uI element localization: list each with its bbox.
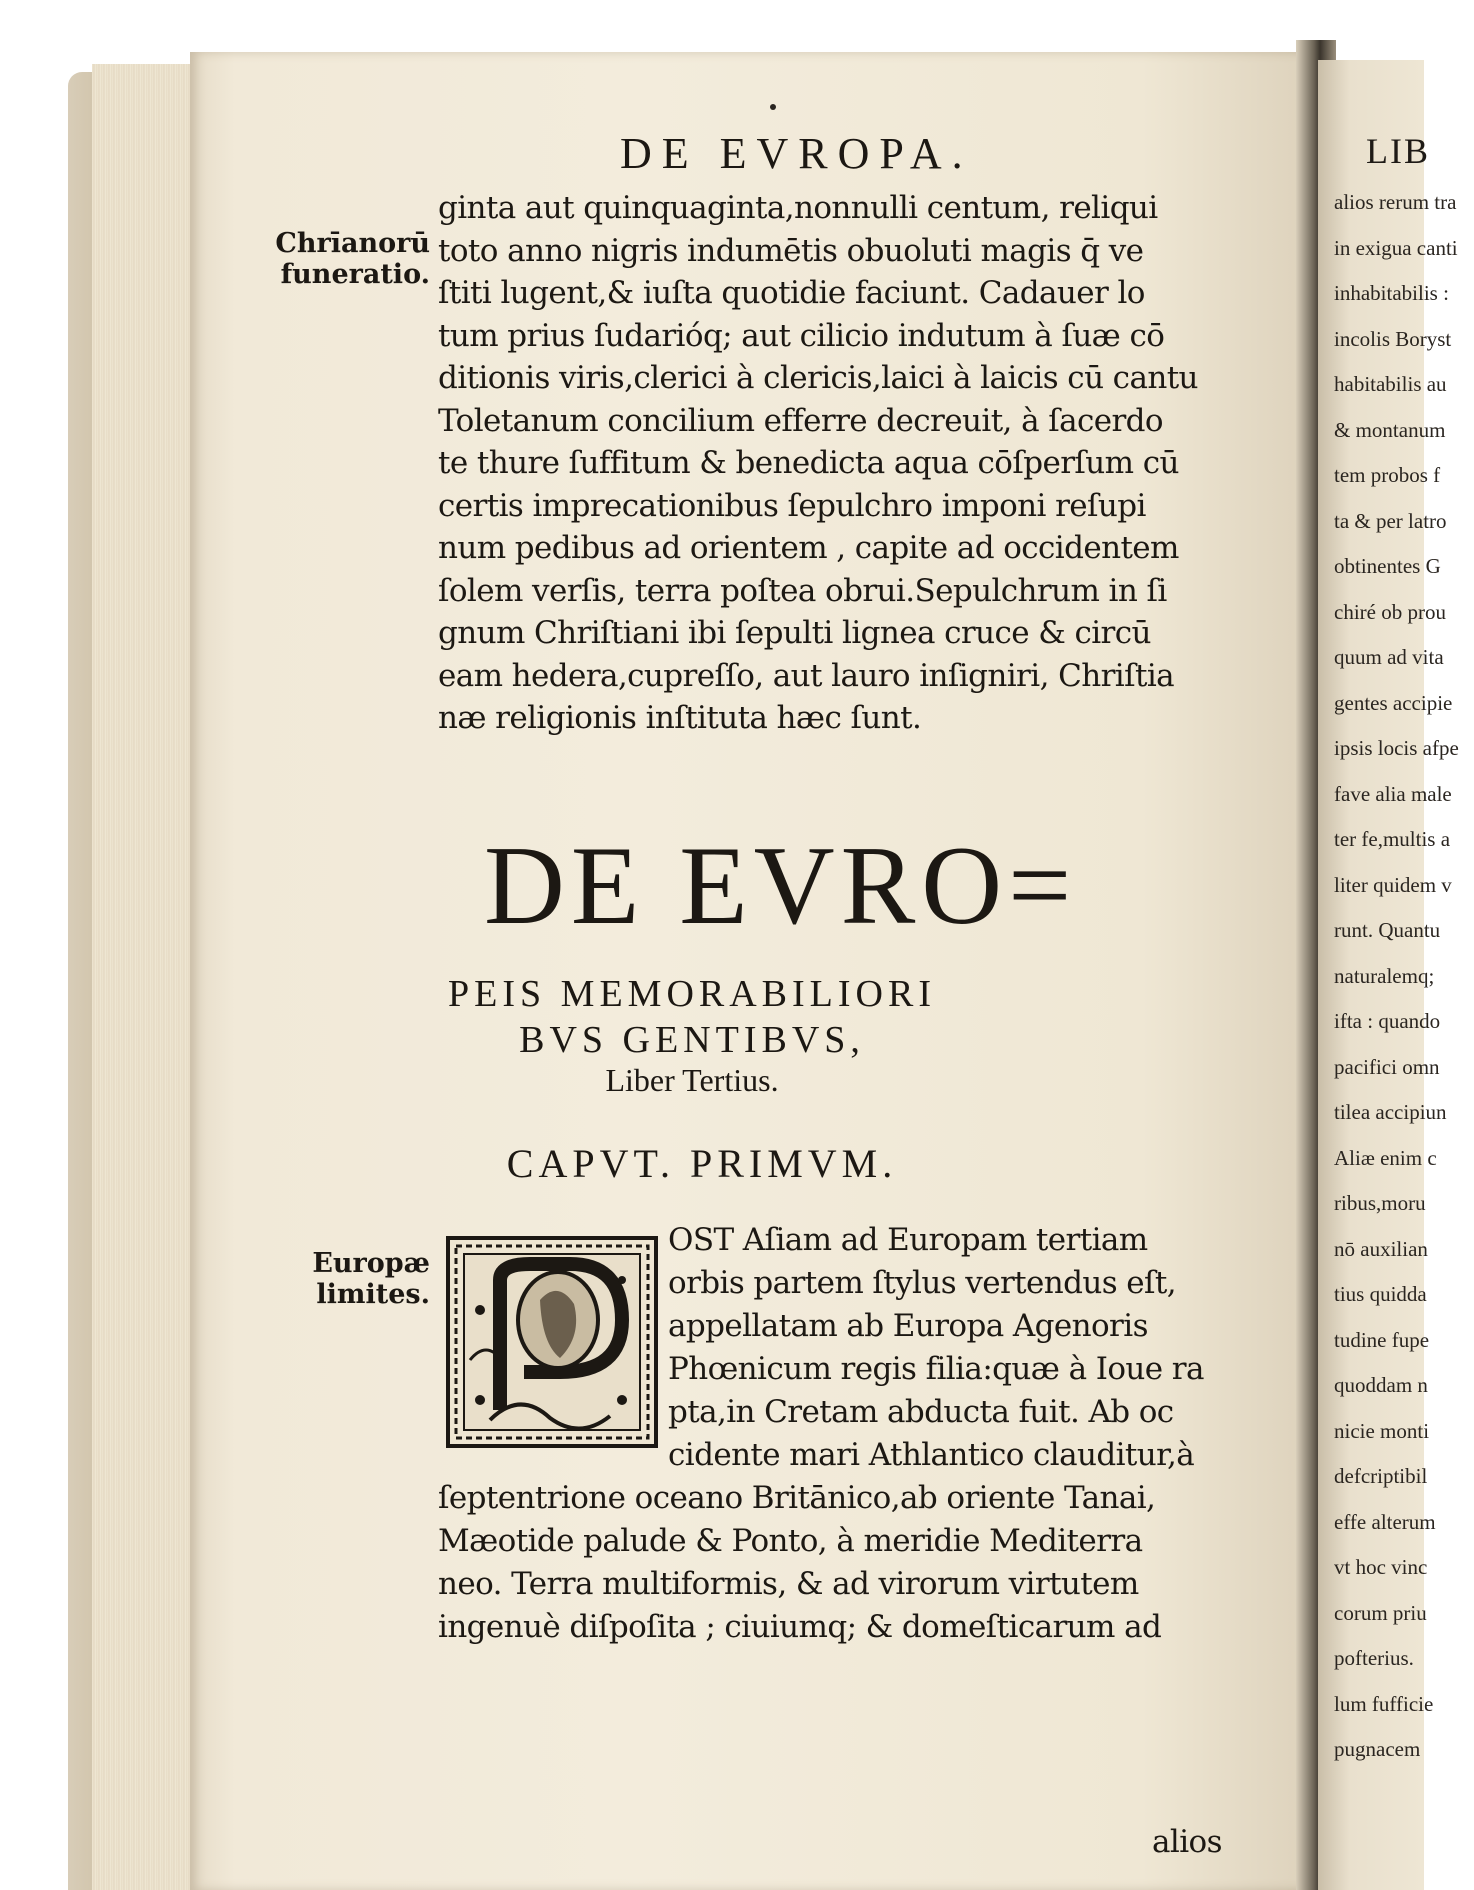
right-page-line: tius quidda (1334, 1282, 1427, 1306)
right-page-line: quoddam n (1334, 1373, 1428, 1397)
book-title-line-3: BVS GENTIBVS, (519, 1019, 865, 1061)
right-page-line: ribus,moru (1334, 1191, 1426, 1215)
running-head: DE EVROPA. (620, 129, 973, 178)
text-line: neo. Terra multiformis, & ad virorum virtutem (438, 1566, 1139, 1602)
right-page-line: lum fufficie (1334, 1691, 1434, 1716)
right-page-line: tilea accipiun (1334, 1100, 1447, 1124)
right-page-line: vt hoc vinc (1334, 1555, 1428, 1579)
right-page-line: ta & per latro (1334, 508, 1447, 533)
right-page-line: in exigua canti (1334, 235, 1458, 260)
text-line: toto anno nigris indumētis obuoluti magis q̄ ve (438, 232, 1144, 269)
text-line: appellatam ab Europa Agenoris (668, 1308, 1148, 1344)
right-page-line: liter quidem v (1334, 872, 1452, 897)
right-page-line: pugnacem (1334, 1737, 1421, 1761)
right-page-line: inhabitabilis : (1334, 281, 1449, 305)
margin-note-limits (270, 1248, 430, 1310)
right-page-line: tem probos f (1334, 463, 1441, 487)
right-page-line: defcriptibil (1334, 1464, 1428, 1488)
book-title-large: DE EVRO= (484, 824, 1078, 948)
margin-note-line: Chrīanorū (275, 228, 430, 259)
right-page-line: corum priu (1334, 1600, 1427, 1625)
text-line: ditionis viris,clerici à clericis,laici à laicis cū cantu (438, 360, 1198, 396)
right-page-line: nō auxilian (1334, 1236, 1428, 1261)
right-page-line: alios rerum tra (1334, 190, 1457, 214)
text-line: Phœnicum regis filia:quæ à Ioue ra (668, 1351, 1204, 1387)
right-page-line: quum ad vita (1334, 645, 1444, 669)
text-line: OST Aſiam ad Europam tertiam (668, 1222, 1148, 1258)
woodcut-ornament-icon (450, 1240, 654, 1444)
text-line: ſolem verſis, terra poſtea obrui.Sepulchrum in ſi (438, 572, 1167, 609)
right-page-line: ifta : quando (1334, 1009, 1441, 1033)
text-line: Toletanum concilium efferre decreuit, à ſacerdo (438, 402, 1163, 439)
right-page-line: gentes accipie (1334, 690, 1453, 715)
text-line: ſeptentrione oceano Britānico,ab oriente Tanai, (438, 1480, 1156, 1516)
right-page-line: Aliæ enim c (1334, 1145, 1437, 1170)
text-line: eam hedera,cupreſſo, aut lauro inſigniri, Chriſtia (438, 657, 1175, 694)
margin-note-line: limites. (316, 1279, 430, 1310)
chapter-heading: CAPVT. PRIMVM. (506, 1141, 898, 1186)
decorated-initial-p (446, 1236, 658, 1448)
right-page-line: & montanum (1334, 417, 1446, 442)
text-line: ingenuè diſpoſita ; ciuiumq; & domeſticarum ad (438, 1609, 1162, 1645)
text-line: orbis partem ſtylus vertendus eſt, (668, 1265, 1177, 1301)
right-page-line: chiré ob prou (1334, 599, 1446, 624)
text-line: ginta aut quinquaginta,nonnulli centum, reliqui (438, 190, 1158, 226)
margin-note-funeral (262, 228, 430, 290)
text-line: num pedibus ad orientem , capite ad occidentem (438, 530, 1179, 566)
text-line: næ religionis inſtituta hæc ſunt. (438, 700, 922, 736)
text-line: cidente mari Athlantico clauditur,à (668, 1437, 1195, 1473)
ornament-dot (770, 104, 776, 110)
right-page-line: naturalemq; (1334, 963, 1435, 988)
right-page-line: obtinentes G (1334, 554, 1441, 578)
right-page-line: tudine fupe (1334, 1327, 1430, 1352)
book-title-line-2: PEIS MEMORABILIORI (448, 973, 936, 1015)
text-line: pta,in Cretam abducta fuit. Ab oc (668, 1394, 1174, 1430)
right-page-line: incolis Boryst (1334, 326, 1452, 351)
right-page-line: ter fe,multis a (1334, 827, 1451, 851)
text-line: Mæotide palude & Ponto, à meridie Mediterra (438, 1523, 1143, 1559)
right-page-heading: LIB (1366, 131, 1430, 171)
text-line: certis imprecationibus ſepulchro imponi reſupi (438, 487, 1146, 524)
right-page-line: ipsis locis afpe (1334, 736, 1459, 760)
margin-note-line: Europæ (312, 1248, 430, 1279)
right-page-line: habitabilis au (1334, 372, 1447, 396)
text-line: ſtiti lugent,& iuſta quotidie faciunt. Cadauer lo (438, 275, 1145, 311)
book-subtitle: Liber Tertius. (605, 1062, 779, 1098)
right-page-line: fave alia male (1334, 781, 1452, 806)
catchword: alios (1152, 1824, 1222, 1860)
right-page-line: nicie monti (1334, 1418, 1430, 1443)
right-page-line: pacifici omn (1334, 1054, 1440, 1079)
right-page-line: runt. Quantu (1334, 918, 1441, 942)
text-line: tum prius ſudarióq; aut cilicio indutum à ſuæ cō (438, 317, 1165, 354)
text-line: te thure ſuffitum & benedicta aqua cōſperſum cū (438, 445, 1179, 481)
text-line: gnum Chriſtiani ibi ſepulti lignea cruce & circū (438, 615, 1151, 651)
right-page-line: pofterius. (1334, 1646, 1414, 1670)
right-page-line: effe alterum (1334, 1509, 1436, 1534)
margin-note-line: funeratio. (280, 259, 430, 290)
